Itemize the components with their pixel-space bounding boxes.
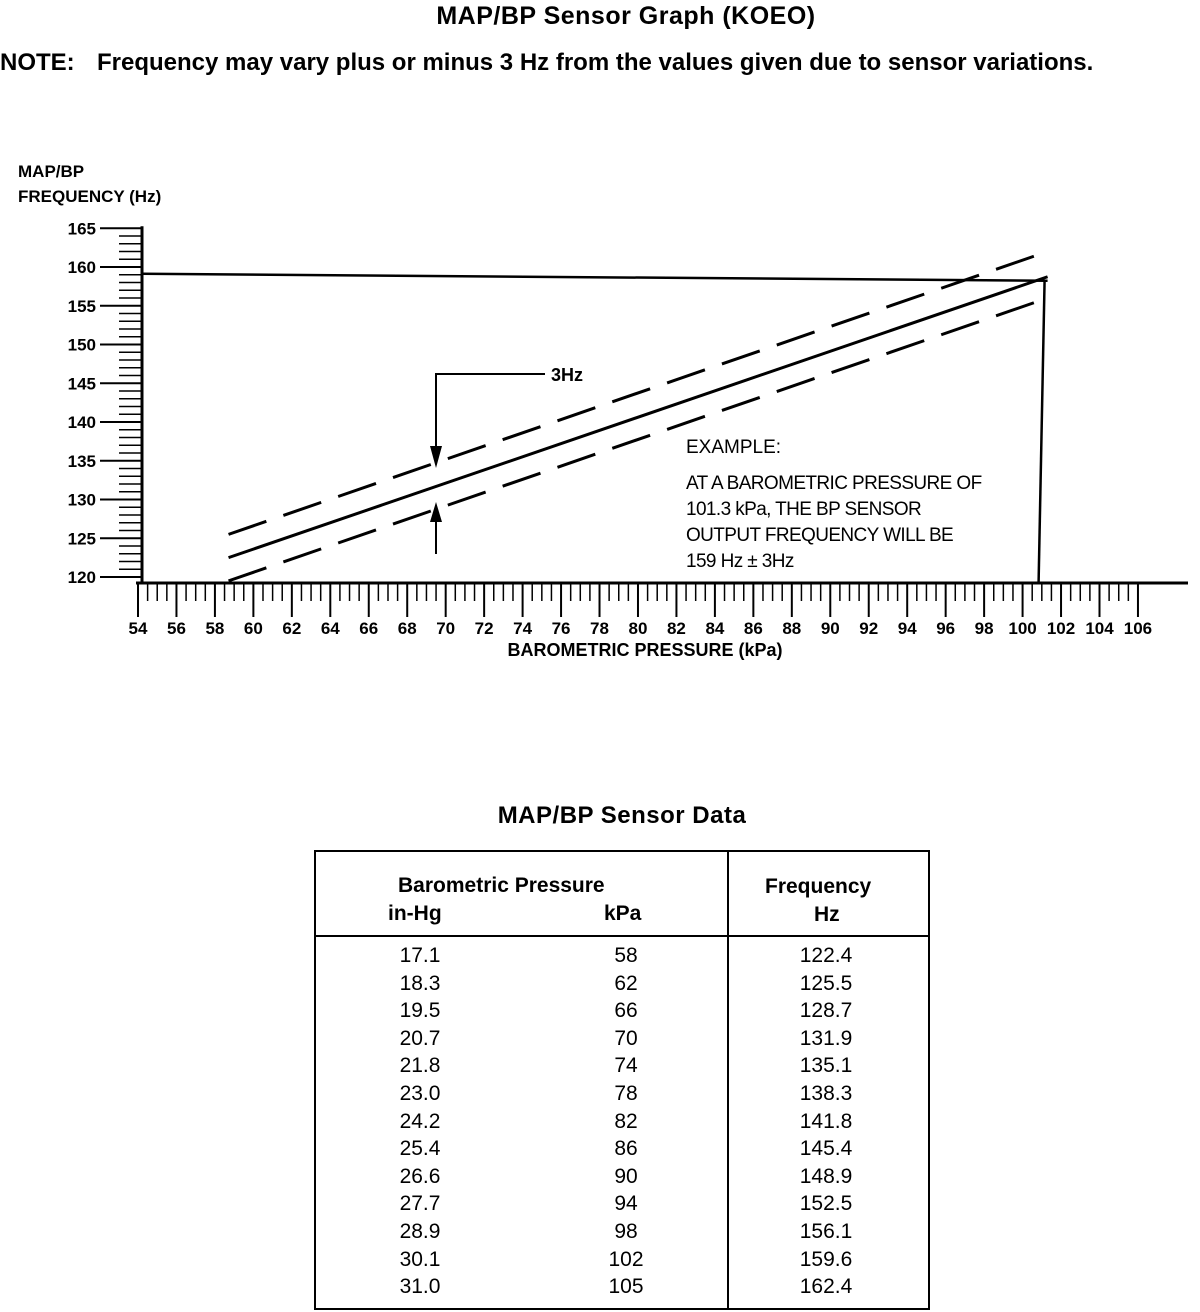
y-tick-label: 145 [67,374,96,394]
cell-kpa: 82 [614,1109,638,1133]
header-kpa: kPa [604,902,642,925]
x-tick-label: 56 [166,619,186,638]
table-row [316,1192,928,1220]
x-tick-label: 64 [320,619,340,638]
cell-in-hg: 20.7 [399,1026,441,1050]
table-row [316,1220,928,1248]
table-row [316,1054,928,1082]
example-title: EXAMPLE: [686,437,782,458]
x-tick-label: 80 [628,619,648,638]
example-line: 159 Hz ± 3Hz [686,551,794,572]
header-in-hg: in-Hg [388,902,442,925]
y-tick-label: 135 [67,451,96,471]
cell-frequency: 156.1 [799,1219,853,1243]
example-line: 101.3 kPa, THE BP SENSOR [686,499,922,520]
x-tick-label: 104 [1085,619,1114,638]
cell-frequency: 148.9 [799,1164,853,1188]
box-top-line [142,274,1048,281]
x-tick-label: 66 [359,619,379,638]
cell-kpa: 98 [614,1219,638,1243]
cell-in-hg: 23.0 [399,1081,441,1105]
x-tick-label: 76 [551,619,571,638]
y-tick-label: 140 [67,413,96,432]
y-tick-label: 160 [67,258,96,277]
x-tick-label: 68 [397,619,417,638]
y-tick-label: 125 [67,529,96,549]
cell-in-hg: 26.6 [399,1164,441,1188]
x-tick-label: 74 [513,619,533,638]
cell-kpa: 78 [614,1081,638,1105]
cell-frequency: 162.4 [799,1275,853,1299]
table-row [316,972,928,1000]
cell-frequency: 135.1 [799,1054,853,1078]
cell-in-hg: 31.0 [399,1275,441,1299]
cell-frequency: 145.4 [799,1137,853,1161]
x-tick-label: 100 [1008,619,1037,638]
map-bp-chart [0,150,1200,670]
cell-in-hg: 30.1 [399,1247,441,1271]
table-row [316,1027,928,1055]
x-tick-label: 96 [936,619,956,638]
cell-in-hg: 27.7 [399,1192,441,1216]
cell-in-hg: 25.4 [399,1137,441,1161]
header-barometric-pressure: Barometric Pressure [398,874,605,897]
cell-in-hg: 28.9 [399,1219,441,1243]
cell-kpa: 94 [614,1192,638,1216]
callout-arrow-up [430,502,442,522]
cell-frequency: 141.8 [799,1109,853,1133]
cell-frequency: 138.3 [799,1081,853,1105]
cell-in-hg: 21.8 [399,1054,441,1078]
x-tick-label: 90 [820,619,840,638]
x-tick-label: 106 [1123,619,1153,638]
table-row [316,1275,928,1303]
x-tick-label: 78 [590,619,609,638]
sensor-data-table [314,850,930,1310]
cell-kpa: 66 [614,999,638,1023]
cell-frequency: 131.9 [799,1026,853,1050]
cell-in-hg: 24.2 [399,1109,441,1133]
cell-kpa: 62 [614,971,638,995]
header-frequency: Frequency [765,875,872,898]
x-tick-label: 58 [205,619,225,638]
cell-frequency: 152.5 [799,1192,853,1216]
cell-in-hg: 18.3 [399,971,441,995]
y-tick-label: 155 [67,296,96,316]
cell-frequency: 122.4 [799,944,853,967]
cell-kpa: 70 [614,1026,638,1050]
nominal-line [229,277,1048,558]
table-title: MAP/BP Sensor Data [497,802,747,829]
x-tick-label: 54 [128,619,148,638]
table-row [316,1137,928,1165]
example-line: OUTPUT FREQUENCY WILL BE [686,525,954,546]
cell-in-hg: 19.5 [399,999,441,1023]
cell-kpa: 58 [614,944,638,967]
table-row [316,1082,928,1110]
table-row [316,999,928,1027]
cell-kpa: 86 [614,1137,638,1161]
note-text: Frequency may vary plus or minus 3 Hz from the values given due to sensor variations. [97,49,1094,76]
x-tick-label: 86 [743,619,763,638]
cell-frequency: 128.7 [799,999,853,1023]
callout-arrow-down [430,446,442,468]
header-divider [316,935,928,937]
table-row [316,1110,928,1138]
x-tick-label: 62 [282,619,302,638]
x-tick-label: 84 [705,619,725,638]
cell-kpa: 90 [614,1164,638,1188]
x-tick-label: 88 [782,619,802,638]
x-tick-label: 60 [243,619,263,638]
box-right-line [1039,281,1045,583]
header-hz: Hz [814,903,840,926]
table-row [316,1165,928,1193]
x-tick-label: 94 [897,619,917,638]
x-tick-label: 70 [436,619,456,638]
example-line: AT A BAROMETRIC PRESSURE OF [686,473,982,494]
callout-leader [436,374,545,450]
x-tick-label: 72 [474,619,494,638]
cell-frequency: 125.5 [799,971,853,995]
y-axis-label-line1: MAP/BP [18,162,85,181]
table-body [316,944,928,1303]
y-tick-label: 150 [67,335,96,355]
cell-kpa: 74 [614,1054,638,1078]
table-row [316,1248,928,1276]
table-row [316,944,928,972]
cell-in-hg: 17.1 [399,944,441,967]
y-tick-label: 130 [67,490,96,510]
y-axis-label-line2: FREQUENCY (Hz) [18,187,162,206]
x-tick-label: 102 [1046,619,1076,638]
note-label: NOTE: [0,49,75,76]
tolerance-label: 3Hz [551,365,584,385]
x-tick-label: 92 [859,619,879,638]
cell-kpa: 105 [608,1275,644,1299]
y-tick-label: 165 [67,219,96,239]
cell-frequency: 159.6 [799,1247,853,1271]
cell-kpa: 102 [608,1247,644,1271]
x-tick-label: 98 [974,619,994,638]
page-title: MAP/BP Sensor Graph (KOEO) [436,2,816,30]
x-axis-label: BAROMETRIC PRESSURE (kPa) [507,640,783,660]
y-tick-label: 120 [67,568,96,587]
x-tick-label: 82 [666,619,686,638]
